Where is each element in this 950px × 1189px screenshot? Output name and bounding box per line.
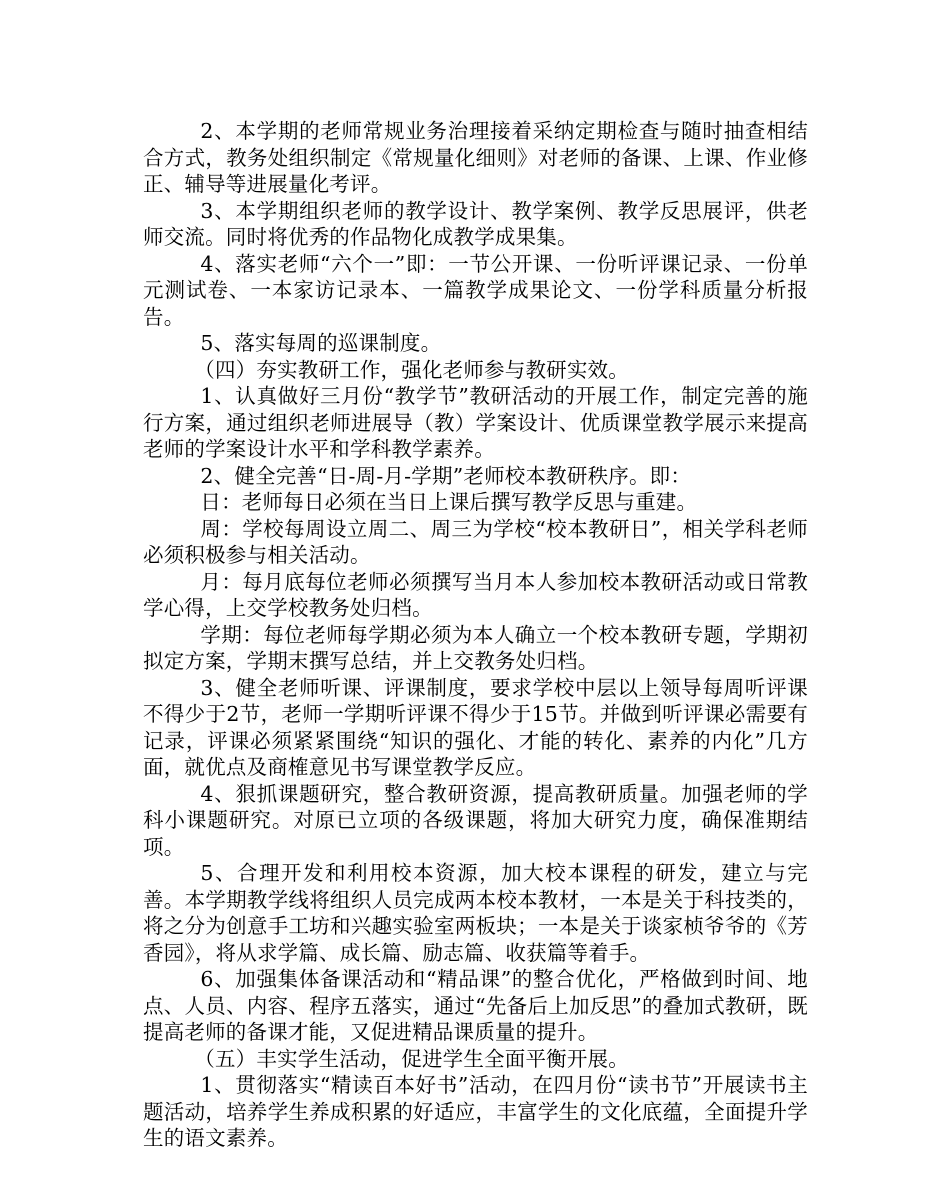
paragraph: 学期：每位老师每学期必须为本人确立一个校本教研专题，学期初拟定方案，学期末撰写总结，并上交教务处归档。 (143, 622, 808, 673)
paragraph: 6、加强集体备课活动和“精品课”的整合优化，严格做到时间、地点、人员、内容、程序五落实，通过“先备后上加反思”的叠加式教研，既提高老师的备课才能，又促进精品课质量的提升。 (143, 967, 808, 1044)
paragraph: 3、本学期组织老师的教学设计、教学案例、教学反思展评，供老师交流。同时将优秀的作品物化成教学成果集。 (143, 198, 808, 249)
paragraph: 2、本学期的老师常规业务治理接着采纳定期检查与随时抽查相结合方式，教务处组织制定《常规量化细则》对老师的备课、上课、作业修正、辅导等进展量化考评。 (143, 119, 808, 196)
paragraph: 3、健全老师听课、评课制度，要求学校中层以上领导每周听评课不得少于2节，老师一学期听评课不得少于15节。并做到听评课必需要有记录，评课必须紧紧围绕“知识的强化、才能的转化、素养的内化”几方面，就优点及商榷意见书写课堂教学反应。 (143, 675, 808, 779)
paragraph: 1、贯彻落实“精读百本好书”活动，在四月份“读书节”开展读书主题活动，培养学生养成积累的好适应，丰富学生的文化底蕴，全面提升学生的语文素养。 (143, 1073, 808, 1150)
paragraph: 日：老师每日必须在当日上课后撰写教学反思与重建。 (200, 490, 698, 514)
paragraph: 周：学校每周设立周二、周三为学校“校本教研日”，相关学科老师必须积极参与相关活动。 (143, 516, 808, 567)
paragraph: 月：每月底每位老师必须撰写当月本人参加校本教研活动或日常教学心得，上交学校教务处归档。 (143, 569, 808, 620)
document-body (143, 118, 808, 1152)
paragraph: 2、健全完善“日-周-月-学期”老师校本教研秩序。即： (200, 463, 692, 488)
paragraph: 5、落实每周的巡课制度。 (200, 331, 442, 355)
paragraph: 1、认真做好三月份“教学节”教研活动的开展工作，制定完善的施行方案，通过组织老师进展导（教）学案设计、优质课堂教学展示来提高老师的学案设计水平和学科教学素养。 (143, 384, 808, 461)
section-heading: （四）夯实教研工作，强化老师参与教研实效。 (194, 357, 629, 382)
paragraph: 4、狠抓课题研究，整合教研资源，提高教研质量。加强老师的学科小课题研究。对原已立项的各级课题，将加大研究力度，确保准期结项。 (143, 781, 808, 859)
section-heading: （五）丰实学生活动，促进学生全面平衡开展。 (194, 1046, 629, 1071)
paragraph: 5、合理开发和利用校本资源，加大校本课程的研发，建立与完善。本学期教学线将组织人员完成两本校本教材，一本是关于科技类的，将之分为创意手工坊和兴趣实验室两板块；一本是关于谈家桢爷爷的《芳香园》，将从求学篇、成长篇、励志篇、收获篇等着手。 (143, 861, 808, 965)
paragraph: 4、落实老师“六个一”即：一节公开课、一份听评课记录、一份单元测试卷、一本家访记录本、一篇教学成果论文、一份学科质量分析报告。 (143, 251, 808, 329)
